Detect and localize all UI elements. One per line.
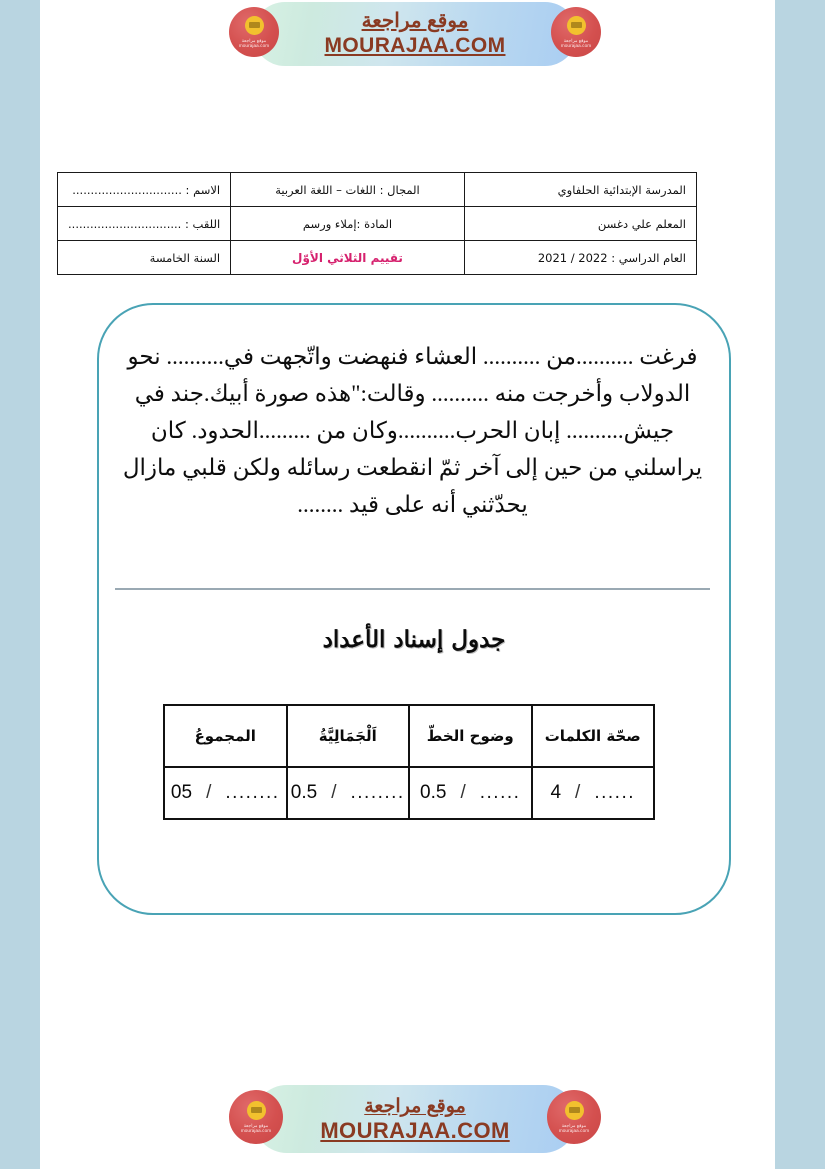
logo-caption xyxy=(241,1123,271,1134)
score-max-value: 4 xyxy=(550,782,562,803)
mourajaa-logo-icon xyxy=(229,7,279,57)
student-surname-field[interactable]: اللقب : ............................... xyxy=(58,207,231,241)
watermark-text xyxy=(325,10,506,59)
mourajaa-logo-icon-secondary xyxy=(551,7,601,57)
school-name-cell: المدرسة الإبتدائية الحلفاوي xyxy=(464,173,696,207)
grade-level-cell: السنة الخامسة xyxy=(58,241,231,275)
score-max-value: 05 xyxy=(170,782,193,803)
student-name-field[interactable]: الاسم : .............................. xyxy=(58,173,231,207)
table-row xyxy=(58,207,697,241)
logo-caption-arabic: موقع مراجعة xyxy=(241,37,267,43)
watermark-domain-label: MOURAJAA.COM xyxy=(324,33,506,57)
grading-table-heading: جدول إسناد الأعداد xyxy=(322,626,506,653)
score-max-value: 0.5 xyxy=(290,782,318,803)
table-row xyxy=(58,173,697,207)
exam-header-table xyxy=(57,172,697,275)
score-separator: / xyxy=(206,782,212,803)
watermark-text xyxy=(320,1095,509,1144)
logo-caption xyxy=(561,38,591,49)
score-cell-handwriting-clarity[interactable] xyxy=(409,767,532,819)
score-cell-word-accuracy[interactable] xyxy=(532,767,655,819)
score-cell-total[interactable] xyxy=(164,767,287,819)
dictation-passage-text: فرغت ..........من .......... العشاء فنهضت واتّجهت في.......... نحو الدولاب وأخرجت منه .......... وقالت:"هذه صورة أبيك.جند في جيش.......... إبان الحرب..........وكان من .........الحدود. كان يراسلني من حين إلى آخر ثمّ انقطعت رسائله ولكن قلبي مازال يحدّثني أنه على قيد ........ xyxy=(122,344,703,517)
evaluation-term-cell: تقييم الثلاثي الأوّل xyxy=(231,241,465,275)
score-cell-aesthetics[interactable] xyxy=(287,767,410,819)
material-cell: المادة :إملاء ورسم xyxy=(231,207,465,241)
subject-area-cell: المجال : اللغات – اللغة العربية xyxy=(231,173,465,207)
table-row xyxy=(58,241,697,275)
score-blank: ........ xyxy=(225,782,280,803)
logo-caption xyxy=(239,38,269,49)
logo-caption-arabic: موقع مراجعة xyxy=(563,37,589,43)
score-max-value: 0.5 xyxy=(420,782,447,803)
score-separator: / xyxy=(331,782,337,803)
watermark-arabic-label: موقع مراجعة xyxy=(364,1095,466,1117)
watermark-domain-label: MOURAJAA.COM xyxy=(320,1117,510,1143)
table-row xyxy=(164,767,654,819)
table-header-row xyxy=(164,705,654,767)
column-header-aesthetics: اَلْجَمَالِيَّةُ xyxy=(287,705,410,767)
logo-caption-arabic: موقع مراجعة xyxy=(243,1122,269,1128)
score-separator: / xyxy=(575,782,581,803)
logo-caption xyxy=(559,1123,589,1134)
column-header-handwriting-clarity: وضوح الخطّ xyxy=(409,705,532,767)
score-separator: / xyxy=(460,782,466,803)
score-blank: ........ xyxy=(350,782,405,803)
column-header-word-accuracy: صحّة الكلمات xyxy=(532,705,655,767)
logo-caption-domain: mourajaa.com xyxy=(240,1128,272,1133)
logo-caption-domain: mourajaa.com xyxy=(558,1128,590,1133)
logo-caption-domain: mourajaa.com xyxy=(560,43,592,48)
logo-caption-arabic: موقع مراجعة xyxy=(561,1122,587,1128)
mourajaa-logo-icon-secondary xyxy=(547,1090,601,1144)
logo-badge-icon xyxy=(247,1101,266,1120)
logo-caption-domain: mourajaa.com xyxy=(238,43,270,48)
column-header-total: المجموعُ xyxy=(164,705,287,767)
mourajaa-logo-icon xyxy=(229,1090,283,1144)
watermark-banner-top xyxy=(225,0,605,68)
watermark-banner-bottom xyxy=(225,1083,605,1155)
score-blank: ...... xyxy=(594,782,636,803)
section-divider xyxy=(115,588,710,590)
logo-badge-icon xyxy=(245,16,264,35)
grading-table xyxy=(163,704,655,820)
logo-badge-icon xyxy=(565,1101,584,1120)
academic-year-cell: العام الدراسي : 2022 / 2021 xyxy=(464,241,696,275)
teacher-name-cell: المعلم علي دغسن xyxy=(464,207,696,241)
logo-badge-icon xyxy=(567,16,586,35)
watermark-arabic-label: موقع مراجعة xyxy=(361,9,469,32)
score-blank: ...... xyxy=(479,782,521,803)
